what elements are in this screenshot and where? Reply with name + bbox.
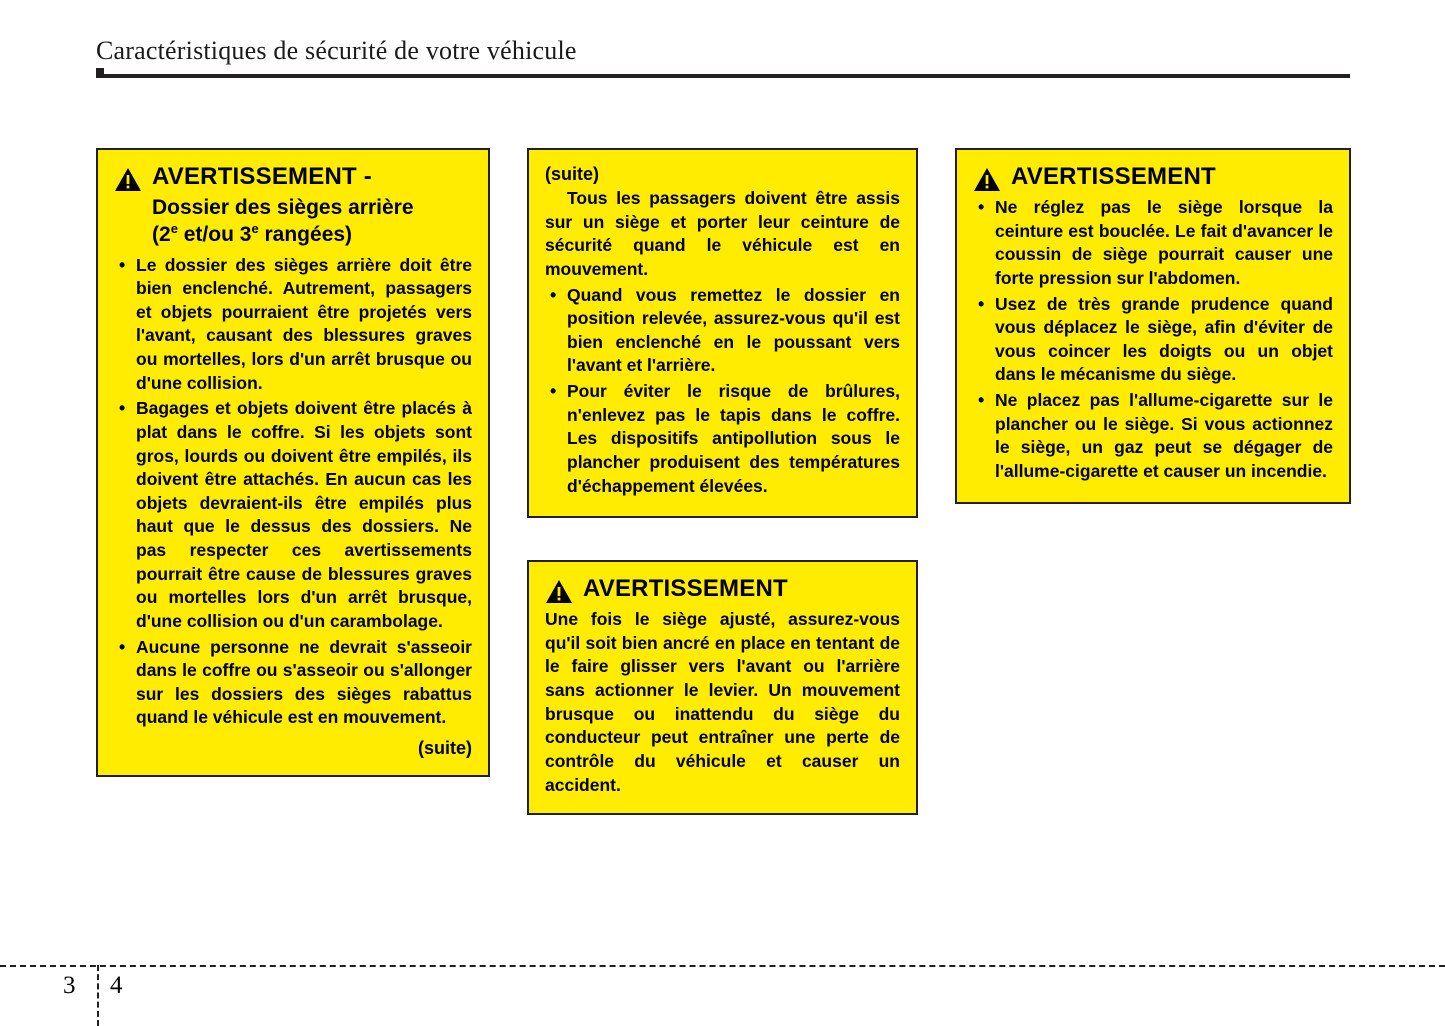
page-footer <box>0 952 1445 1026</box>
warning-paragraph: Une fois le siège ajusté, assurez-vous qu'il soit bien ancré en place en tentant de le faire glisser vers l'avant ou l'arrière sans actionner le levier. Un mouvement brusque ou inattendu du siège du conducteur peut entraîner une perte de contrôle du véhicule et causer un accident. <box>545 609 900 795</box>
warning-subtitle-sup-1: e <box>170 220 178 236</box>
left-column <box>96 148 490 819</box>
warning-box-seat-adjust <box>527 560 918 815</box>
warning-bullet-list <box>973 196 1333 484</box>
footer-vertical-divider <box>97 965 99 1026</box>
continued-label: (suite) <box>545 164 599 184</box>
warning-subtitle-line2-mid: et/ou 3 <box>177 222 252 246</box>
list-item: • Pour éviter le risque de brûlures, n'enlevez pas le tapis dans le coffre. Les dispositifs antipollution sous le plancher produisent des températures d'échappement élevées. <box>545 380 900 498</box>
list-item: • Ne placez pas l'allume-cigarette sur le plancher ou le siège. Si vous actionnez le siège, un gaz peut se dégager de l'allume-cigarette et causer un incendie. <box>973 389 1333 484</box>
warning-header <box>973 164 1333 192</box>
chapter-number: 3 <box>63 972 76 999</box>
page-number: 4 <box>110 972 123 999</box>
warning-triangle-icon <box>973 167 1001 192</box>
warning-triangle-icon <box>545 579 573 604</box>
list-item: • Le dossier des sièges arrière doit être bien enclenché. Autrement, passagers et objets pourraient être projetés vers l'avant, causant des blessures graves ou mortelles, lors d'un arrêt brusque ou d'une collision. <box>114 254 472 396</box>
page-title: Caractéristiques de sécurité de votre véhicule <box>96 36 577 65</box>
warning-bullet-list <box>545 284 900 499</box>
warning-header <box>114 164 472 192</box>
warning-subtitle <box>114 196 472 248</box>
continued-label: (suite) <box>418 738 472 759</box>
warning-box-rear-seatback <box>96 148 490 777</box>
list-item: • Aucune personne ne devrait s'asseoir dans le coffre ou s'asseoir ou s'allonger sur les dossiers des sièges rabattus quand le véhicule est en mouvement. <box>114 636 472 731</box>
header-rule-cap <box>96 68 104 78</box>
list-item: • Usez de très grande prudence quand vous déplacez le siège, afin d'éviter de vous coincer les doigts ou un objet dans le mécanisme du siège. <box>973 293 1333 388</box>
header-rule <box>96 74 1350 78</box>
warning-triangle-icon <box>114 167 142 192</box>
warning-subtitle-line1: Dossier des sièges arrière <box>152 196 414 219</box>
right-column <box>955 148 1351 546</box>
warning-subtitle-line2-post: rangées) <box>258 222 353 246</box>
warning-box-seat-safety <box>955 148 1351 504</box>
warning-title: AVERTISSEMENT <box>583 575 788 603</box>
warning-title: AVERTISSEMENT <box>1011 163 1216 190</box>
footer-divider <box>0 965 1445 967</box>
continued-lead-paragraph: Tous les passagers doivent être assis sur un siège et porter leur ceinture de sécurité quand le véhicule est en mouvement. <box>545 188 900 279</box>
middle-column <box>527 148 918 857</box>
warning-box-continued <box>527 148 918 518</box>
warning-bullet-list <box>114 254 472 731</box>
warning-header <box>545 576 900 604</box>
list-item: • Bagages et objets doivent être placés à plat dans le coffre. Si les objets sont gros, lourds ou doivent être empilés, ils doivent être attachés. En aucun cas les objets devraient-ils être empilés plus haut que le dessus des dossiers. Ne pas respecter ces avertissements pourrait être cause de blessures graves ou mortelles lors d'un arrêt brusque, d'une collision ou d'un carambolage. <box>114 397 472 633</box>
warning-subtitle-sup-2: e <box>251 220 259 236</box>
warning-subtitle-line2-pre: (2 <box>152 222 171 246</box>
warning-title: AVERTISSEMENT - <box>152 163 372 190</box>
list-item: • Ne réglez pas le siège lorsque la ceinture est bouclée. Le fait d'avancer le coussin de siège pourrait causer une forte pression sur l'abdomen. <box>973 196 1333 291</box>
page-header <box>96 36 1350 66</box>
list-item: • Quand vous remettez le dossier en position relevée, assurez-vous qu'il est bien enclenché en le poussant vers l'avant et l'arrière. <box>545 284 900 379</box>
